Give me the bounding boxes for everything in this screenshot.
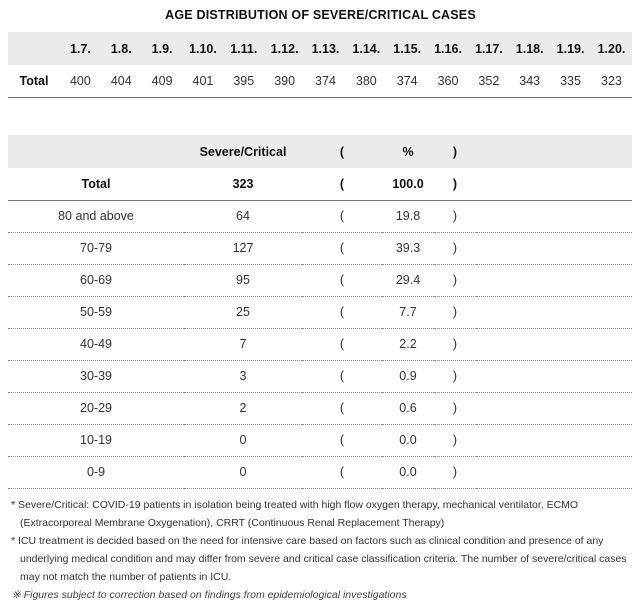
age-group-percent: 19.8: [395, 209, 421, 223]
close-paren-header: ): [452, 144, 458, 159]
age-group-percent: 2.2: [399, 337, 417, 351]
age-group-row: [8, 232, 632, 264]
close-paren: ): [452, 273, 458, 287]
note-severe-definition: * Severe/Critical: COVID-19 patients in isolation being treated with high flow oxygen therapy, mechanical ventilator, ECMO (Extracorporeal Membrane Oxygenation), CRRT (Continuous Renal Replacement Therapy): [11, 499, 579, 529]
close-paren: ): [452, 401, 458, 415]
row-spacer: [476, 392, 632, 424]
total-open-paren: (: [339, 176, 345, 191]
date-header-cell: 1.16.: [434, 41, 462, 56]
age-group-percent: 39.3: [395, 241, 421, 255]
age-group-percent: 0.6: [399, 401, 417, 415]
open-paren: (: [339, 401, 345, 415]
daily-total-value: 343: [519, 73, 541, 88]
severe-critical-header: Severe/Critical: [199, 144, 287, 159]
age-group-label: 10-19: [80, 433, 112, 447]
date-header-row: [8, 32, 632, 65]
age-group-row: [8, 392, 632, 424]
age-group-count: 7: [239, 337, 247, 351]
close-paren: ): [452, 465, 458, 479]
note-icu-criteria: * ICU treatment is decided based on the need for intensive care based on factors such as clinical condition and presence of any underlying medical condition and may differ from severe and critical case classification criteria. The number of severe/critical cases may not match the number of patients in ICU.: [11, 535, 627, 583]
age-group-label: 70-79: [80, 241, 112, 255]
age-breakdown-table: [8, 135, 632, 489]
total-percent: 100.0: [392, 176, 424, 191]
open-paren: (: [339, 273, 345, 287]
age-group-row: [8, 424, 632, 456]
total-label: Total: [81, 176, 111, 191]
age-group-percent: 0.0: [399, 465, 417, 479]
age-group-label: 0-9: [86, 465, 106, 479]
age-group-percent: 0.9: [399, 369, 417, 383]
date-header-cell: 1.18.: [515, 41, 544, 56]
age-group-row: [8, 264, 632, 296]
age-group-row: [8, 360, 632, 392]
date-header-cell: 1.11.: [230, 41, 258, 56]
age-group-row: [8, 296, 632, 328]
date-header-cell: 1.20.: [597, 41, 626, 56]
close-paren: ): [452, 209, 458, 223]
total-spacer: [476, 168, 632, 200]
age-group-label: 20-29: [80, 401, 112, 415]
corner-cell: [8, 32, 60, 65]
age-group-count: 0: [239, 433, 247, 447]
age-group-row: [8, 328, 632, 360]
date-header-cell: 1.10.: [189, 41, 217, 56]
total-row: [8, 65, 632, 97]
spacer-header: [476, 135, 632, 168]
age-group-count: 3: [239, 369, 247, 383]
date-header-cell: 1.15.: [393, 41, 422, 56]
age-group-percent: 29.4: [395, 273, 421, 287]
daily-total-value: 380: [355, 73, 377, 88]
total-close-paren: ): [452, 176, 458, 191]
age-group-label: 50-59: [80, 305, 112, 319]
date-header-cell: 1.13.: [311, 41, 340, 56]
daily-total-value: 335: [560, 73, 581, 88]
close-paren: ): [452, 305, 458, 319]
age-group-row: [8, 456, 632, 488]
row-spacer: [476, 328, 632, 360]
open-paren: (: [339, 369, 345, 383]
daily-totals-table: [8, 32, 632, 98]
open-paren: (: [339, 465, 345, 479]
age-group-count: 0: [239, 465, 247, 479]
open-paren: (: [339, 241, 345, 255]
age-group-label: 30-39: [80, 369, 112, 383]
row-spacer: [476, 424, 632, 456]
age-group-count: 95: [236, 273, 250, 287]
page-title: AGE DISTRIBUTION OF SEVERE/CRITICAL CASES: [165, 8, 476, 22]
age-group-label: 80 and above: [58, 209, 134, 223]
age-group-count: 127: [232, 241, 254, 255]
daily-total-value: 374: [396, 73, 418, 88]
breakdown-total-row: [8, 168, 632, 200]
daily-total-value: 404: [110, 73, 132, 88]
date-header-cell: 1.17.: [474, 41, 503, 56]
age-group-row: [8, 200, 632, 232]
date-header-cell: 1.9.: [151, 41, 173, 56]
total-count: 323: [232, 176, 254, 191]
daily-total-value: 401: [192, 73, 214, 88]
open-paren: (: [339, 305, 345, 319]
age-group-label: 60-69: [80, 273, 112, 287]
age-header-cell: [8, 135, 184, 168]
date-header-cell: 1.8.: [110, 41, 132, 56]
row-spacer: [476, 232, 632, 264]
daily-total-value: 400: [69, 73, 91, 88]
close-paren: ): [452, 369, 458, 383]
row-spacer: [476, 200, 632, 232]
date-header-cell: 1.14.: [352, 41, 381, 56]
close-paren: ): [452, 241, 458, 255]
daily-total-value: 360: [437, 73, 459, 88]
age-group-count: 2: [239, 401, 247, 415]
date-header-cell: 1.7.: [69, 41, 91, 56]
open-paren: (: [339, 337, 345, 351]
date-header-cell: 1.12.: [270, 41, 299, 56]
row-spacer: [476, 296, 632, 328]
breakdown-header-row: [8, 135, 632, 168]
daily-total-value: 395: [233, 73, 255, 88]
notes: [8, 496, 632, 604]
age-group-count: 25: [236, 305, 250, 319]
close-paren: ): [452, 433, 458, 447]
daily-total-value: 352: [478, 73, 500, 88]
date-header-cell: 1.19.: [556, 41, 585, 56]
row-spacer: [476, 456, 632, 488]
daily-total-value: 374: [315, 73, 336, 88]
total-row-label: Total: [19, 73, 49, 88]
age-group-count: 64: [236, 209, 250, 223]
age-group-percent: 7.7: [399, 305, 417, 319]
note-correction: ※ Figures subject to correction based on findings from epidemiological investigations: [12, 589, 407, 601]
age-group-label: 40-49: [80, 337, 112, 351]
open-paren: (: [339, 433, 345, 447]
percent-header: %: [402, 144, 414, 159]
daily-total-value: 409: [151, 73, 173, 88]
age-group-percent: 0.0: [399, 433, 417, 447]
row-spacer: [476, 264, 632, 296]
close-paren: ): [452, 337, 458, 351]
row-spacer: [476, 360, 632, 392]
daily-total-value: 323: [601, 73, 622, 88]
open-paren-header: (: [339, 144, 345, 159]
daily-total-value: 390: [274, 73, 296, 88]
open-paren: (: [339, 209, 345, 223]
